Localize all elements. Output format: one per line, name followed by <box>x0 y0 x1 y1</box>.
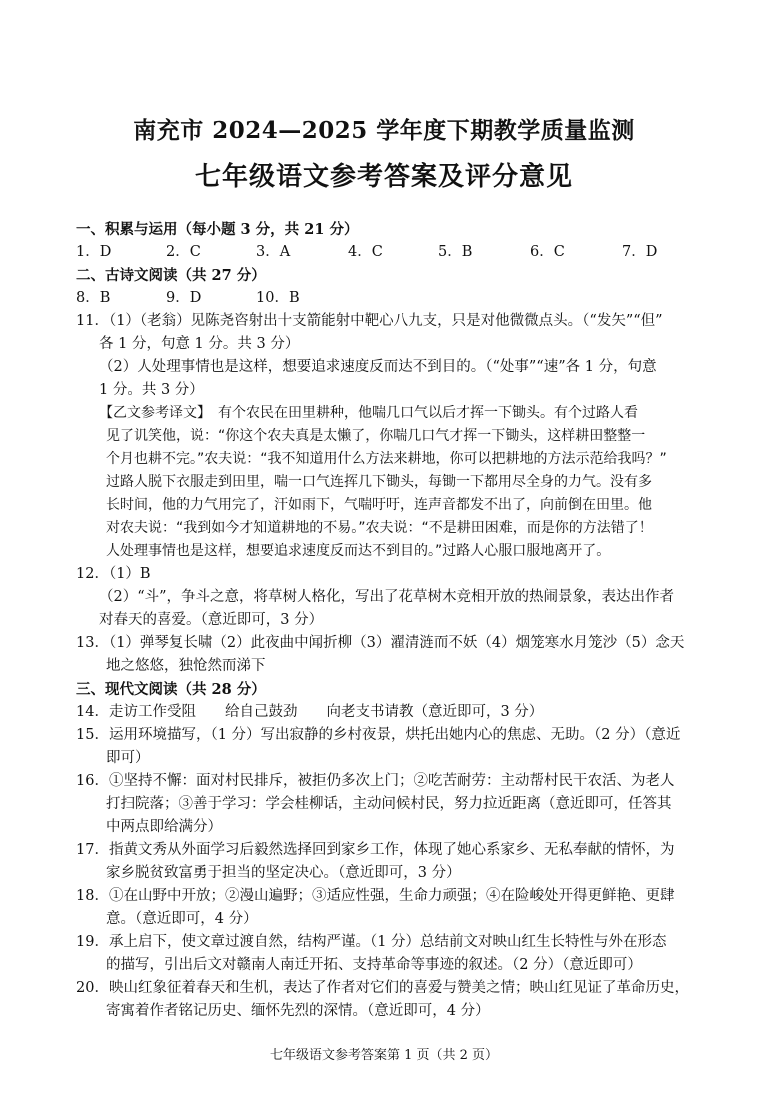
translation-line: 【乙文参考译文】 有个农民在田里耕种，他喘几口气以后才挥一下锄头。有个过路人看 <box>99 405 638 421</box>
q19-line: 19．承上启下，使文章过渡自然，结构严谨。（1 分）总结前文对映山红生长特性与外在形态 <box>76 934 667 950</box>
q19-line: 的描写，引出后文对赣南人南迁开拓、支持革命等事迹的叙述。（2 分）（意近即可） <box>106 957 642 973</box>
q20-line: 寄寓着作者铭记历史、缅怀先烈的深情。（意近即可，4 分） <box>106 1003 490 1019</box>
exam-title: 南充市 2024—2025 学年度下期教学质量监测 <box>133 117 635 144</box>
q11-line: 1 分。共 3 分） <box>99 382 204 398</box>
q20-line: 20．映山红象征着春天和生机，表达了作者对它们的喜爱与赞美之情；映山红见证了革命历史， <box>76 980 689 996</box>
q16-line: 中两点即给满分） <box>106 819 222 835</box>
q16-line: 16．①坚持不懈：面对村民排斥，被拒仍多次上门；②吃苦耐劳：主动帮村民干农活、为老人 <box>76 773 675 789</box>
answer-6: 6．C <box>530 244 565 260</box>
answer-4: 4．C <box>348 244 383 260</box>
translation-line: 长时间，他的力气用完了，汗如雨下，气喘吁吁，连声音都发不出了，向前倒在田里。他 <box>106 497 652 513</box>
q18-line: 意。（意近即可，4 分） <box>106 911 258 927</box>
answer-5: 5．B <box>438 244 473 260</box>
answer-9: 9．D <box>166 290 202 306</box>
translation-line: 对农夫说：“我到如今才知道耕地的不易。”农夫说：“不是耕田困难，而是你的方法错了！ <box>106 520 653 536</box>
translation-line: 个月也耕不完。”农夫说：“我不知道用什么方法来耕地，你可以把耕地的方法示范给我吗？” <box>106 451 667 467</box>
q11-line: （2）人处理事情也是这样，想要追求速度反而达不到目的。（“处事”“速”各 1 分，句意 <box>99 359 657 375</box>
q11-line: 11．（1）（老翁）见陈尧咨射出十支箭能射中靶心八九支，只是对他微微点头。（“发矢”“但” <box>76 313 663 329</box>
section-1-heading: 一、积累与运用（每小题 3 分，共 21 分） <box>76 221 359 238</box>
q11-line: 各 1 分，句意 1 分。共 3 分） <box>99 336 300 352</box>
translation-line: 见了讥笑他，说：“你这个农夫真是太懒了，你喘几口气才挥一下锄头，这样耕田整整一 <box>106 428 646 444</box>
q12-line: （2）“斗”，争斗之意，将草树人格化，写出了花草树木竞相开放的热闹景象，表达出作者 <box>99 589 675 605</box>
translation-line: 过路人脱下衣服走到田里，喘一口气连挥几下锄头，每锄一下都用尽全身的力气。没有多 <box>106 474 652 490</box>
q12-line: 12．（1）B <box>76 566 151 582</box>
q17-line: 17．指黄文秀从外面学习后毅然选择回到家乡工作，体现了她心系家乡、无私奉献的情怀，为 <box>76 842 675 858</box>
section-2-heading: 二、古诗文阅读（共 27 分） <box>76 267 266 284</box>
q12-line: 对春天的喜爱。（意近即可，3 分） <box>99 612 324 628</box>
q13-line: 13．（1）弹琴复长啸（2）此夜曲中闻折柳（3）濯清涟而不妖（4）烟笼寒水月笼沙（5）念天 <box>76 635 685 651</box>
page-footer: 七年级语文参考答案第 1 页（共 2 页） <box>269 1048 499 1063</box>
answer-7: 7．D <box>622 244 658 260</box>
q15-line: 15．运用环境描写，（1 分）写出寂静的乡村夜景，烘托出她内心的焦虑、无助。（2 分）（意近 <box>76 727 681 743</box>
q16-line: 打扫院落；③善于学习：学会桂柳话，主动问候村民，努力拉近距离（意近即可，任答其 <box>106 796 672 812</box>
q13-line: 地之悠悠，独怆然而涕下 <box>106 658 266 674</box>
answer-8: 8．B <box>76 290 111 306</box>
answer-content <box>76 218 698 1023</box>
section-2-answers <box>76 287 698 310</box>
document-subtitle: 七年级语文参考答案及评分意见 <box>194 162 573 192</box>
answer-2: 2．C <box>166 244 201 260</box>
q15-line: 即可） <box>106 750 150 766</box>
section-1-answers <box>76 241 698 264</box>
answer-1: 1．D <box>76 244 112 260</box>
section-3-heading: 三、现代文阅读（共 28 分） <box>76 681 266 698</box>
q18-line: 18．①在山野中开放；②漫山遍野；③适应性强，生命力顽强；④在险峻处开得更鲜艳、更肆 <box>76 888 675 904</box>
answer-10: 10．B <box>256 290 300 306</box>
translation-line: 人处理事情也是这样，想要追求速度反而达不到目的。”过路人心服口服地离开了。 <box>106 543 611 559</box>
q14-line: 14．走访工作受阻 给自己鼓劲 向老支书请教（意近即可，3 分） <box>76 704 544 720</box>
answer-3: 3．A <box>256 244 291 260</box>
q17-line: 家乡脱贫致富勇于担当的坚定决心。（意近即可，3 分） <box>106 865 461 881</box>
